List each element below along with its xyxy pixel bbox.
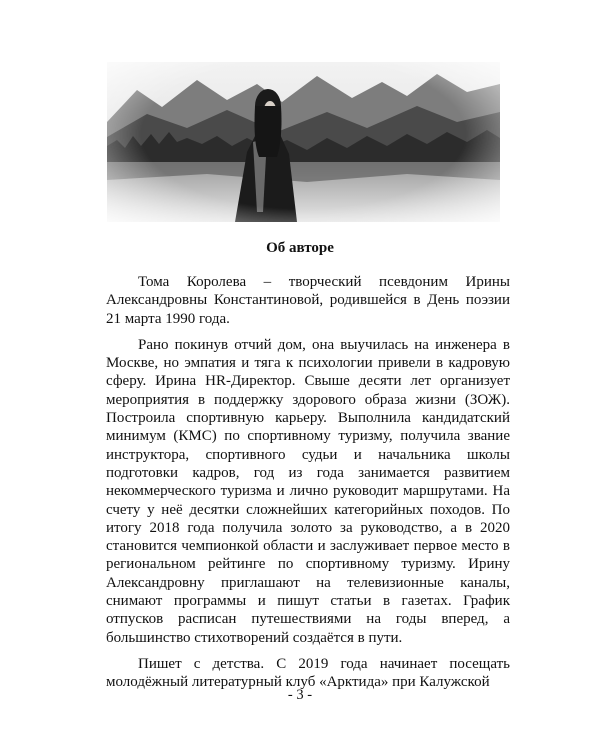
mountain-lake-portrait-icon [107,62,500,222]
paragraph: Пишет с детства. С 2019 года начинает посещать молодёжный литературный клуб «Арктида» при Калужской [106,655,510,691]
author-photo [107,62,500,222]
paragraph: Рано покинув отчий дом, она выучилась на инженера в Москве, но эмпатия и тяга к психологии привели в кадровую сферу. Ирина HR-Директор. Свыше десяти лет организует мероприятия в поддержку здорового образа жизни (ЗОЖ). Построила спортивную карьеру. Выполнила кандидатский минимум (КМС) по спортивному туризму, получила звание инструктора, спортивного судьи и начальника школы подготовки кадров, год из года занимается развитием некоммерческого туризма и лично руководит маршрутами. На счету у неё десятки сложнейших категорийных походов. По итогу 2018 года получила золото за руководство, а в 2020 становится чемпионкой области и заслуживает первое место в региональном рейтинге по спортивному туризму. Ирину Александровну приглашают на телевизионные каналы, снимают программы и пишут статьи в газетах. График отпусков расписан путешествиями на годы вперед, а большинство стихотворений создаётся в пути. [106,336,510,646]
page-number: - 3 - [287,687,313,703]
paragraph: Тома Королева – творческий псевдоним Ирины Александровны Константиновой, родившейся в День поэзии 21 марта 1990 года. [106,274,510,327]
body-text [106,273,510,700]
section-heading: Об авторе [266,240,334,256]
